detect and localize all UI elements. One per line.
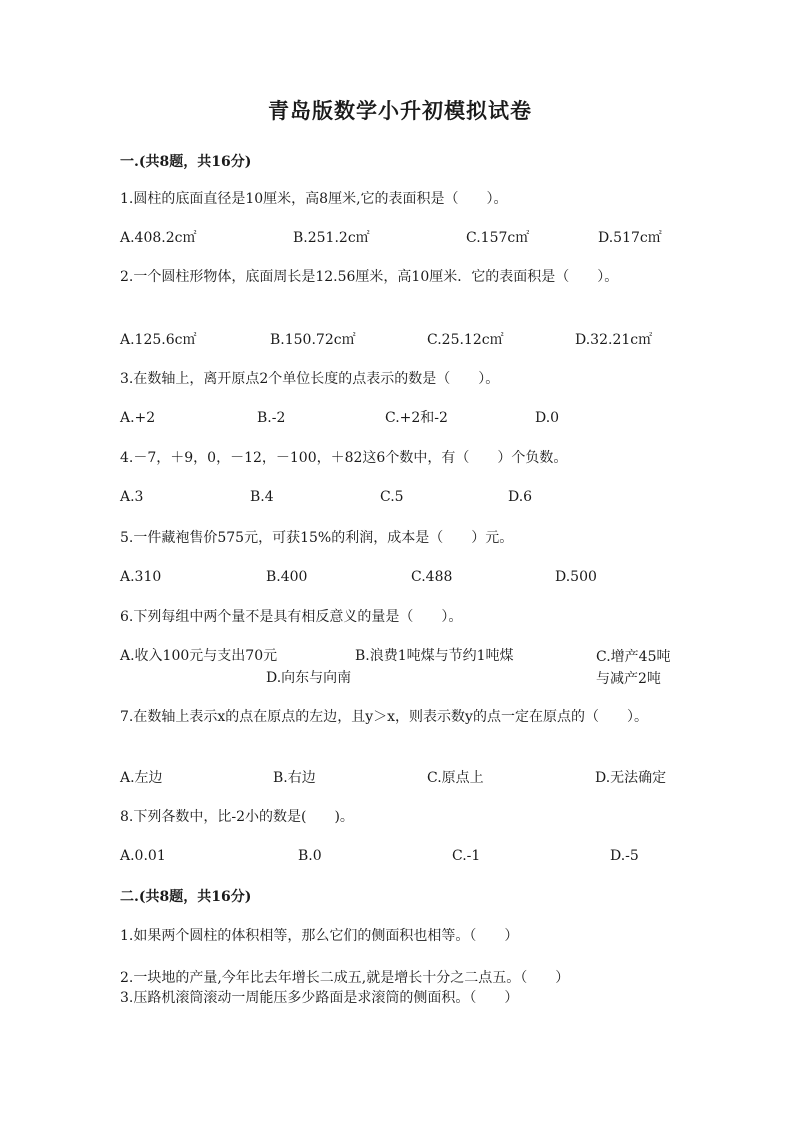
q2-option-b: B.150.72c㎡ [270, 332, 356, 348]
true-false-1: 1.如果两个圆柱的体积相等，那么它们的侧面积也相等。（ ） [120, 928, 519, 944]
question-3: 3.在数轴上，离开原点2个单位长度的点表示的数是（ ）。 [120, 371, 500, 387]
q1-option-d: D.517c㎡ [598, 230, 662, 246]
q8-option-c: C.-1 [452, 848, 481, 864]
question-7: 7.在数轴上表示x的点在原点的左边，且y＞x，则表示数y的点一定在原点的（ ）。 [120, 709, 648, 725]
true-false-2: 2.一块地的产量,今年比去年增长二成五,就是增长十分之二点五。（ ） [120, 970, 570, 986]
question-1: 1.圆柱的底面直径是10厘米，高8厘米,它的表面积是（ ）。 [120, 191, 508, 207]
q6-option-a: A.收入100元与支出70元 [120, 648, 278, 664]
question-6: 6.下列每组中两个量不是具有相反意义的量是（ ）。 [120, 609, 463, 625]
q5-option-c: C.488 [411, 569, 453, 585]
q6-option-b: B.浪费1吨煤与节约1吨煤 [355, 648, 514, 664]
q2-option-a: A.125.6c㎡ [120, 332, 197, 348]
q2-option-c: C.25.12c㎡ [427, 332, 504, 348]
q3-option-c: C.+2和-2 [385, 410, 448, 426]
q4-option-c: C.5 [380, 489, 404, 505]
q1-option-a: A.408.2c㎡ [120, 230, 197, 246]
q3-option-a: A.+2 [120, 410, 156, 426]
q6-option-d: D.向东与向南 [266, 670, 352, 686]
q1-option-b: B.251.2c㎡ [293, 230, 370, 246]
q8-option-a: A.0.01 [120, 848, 166, 864]
question-5: 5.一件藏袍售价575元，可获15%的利润，成本是（ ）元。 [120, 530, 514, 546]
q8-option-b: B.0 [298, 848, 322, 864]
q5-option-a: A.310 [120, 569, 162, 585]
q7-option-c: C.原点上 [427, 770, 484, 786]
question-4: 4.－7，＋9，0，－12，－100，＋82这6个数中，有（ ）个负数。 [120, 450, 568, 466]
q5-option-b: B.400 [266, 569, 308, 585]
q4-option-a: A.3 [120, 489, 144, 505]
q2-option-d: D.32.21c㎡ [575, 332, 653, 348]
q8-option-d: D.-5 [610, 848, 639, 864]
q7-option-b: B.右边 [273, 770, 316, 786]
q4-option-b: B.4 [250, 489, 274, 505]
question-8: 8.下列各数中，比-2小的数是( )。 [120, 809, 354, 825]
exam-title: 青岛版数学小升初模拟试卷 [268, 98, 532, 123]
question-2: 2.一个圆柱形物体，底面周长是12.56厘米，高10厘米．它的表面积是（ ）。 [120, 269, 619, 285]
q7-option-d: D.无法确定 [595, 770, 667, 786]
q5-option-d: D.500 [555, 569, 597, 585]
q4-option-d: D.6 [508, 489, 533, 505]
q6-option-c: C.增产45吨与减产2吨 [596, 649, 671, 687]
q1-option-c: C.157c㎡ [466, 230, 530, 246]
q3-option-b: B.-2 [257, 410, 286, 426]
true-false-3: 3.压路机滚筒滚动一周能压多少路面是求滚筒的侧面积。（ ） [120, 990, 519, 1006]
section-heading-2: 二.(共8题，共16分) [120, 889, 252, 905]
section-heading-1: 一.(共8题，共16分) [120, 154, 252, 170]
q7-option-a: A.左边 [120, 770, 163, 786]
q3-option-d: D.0 [535, 410, 560, 426]
